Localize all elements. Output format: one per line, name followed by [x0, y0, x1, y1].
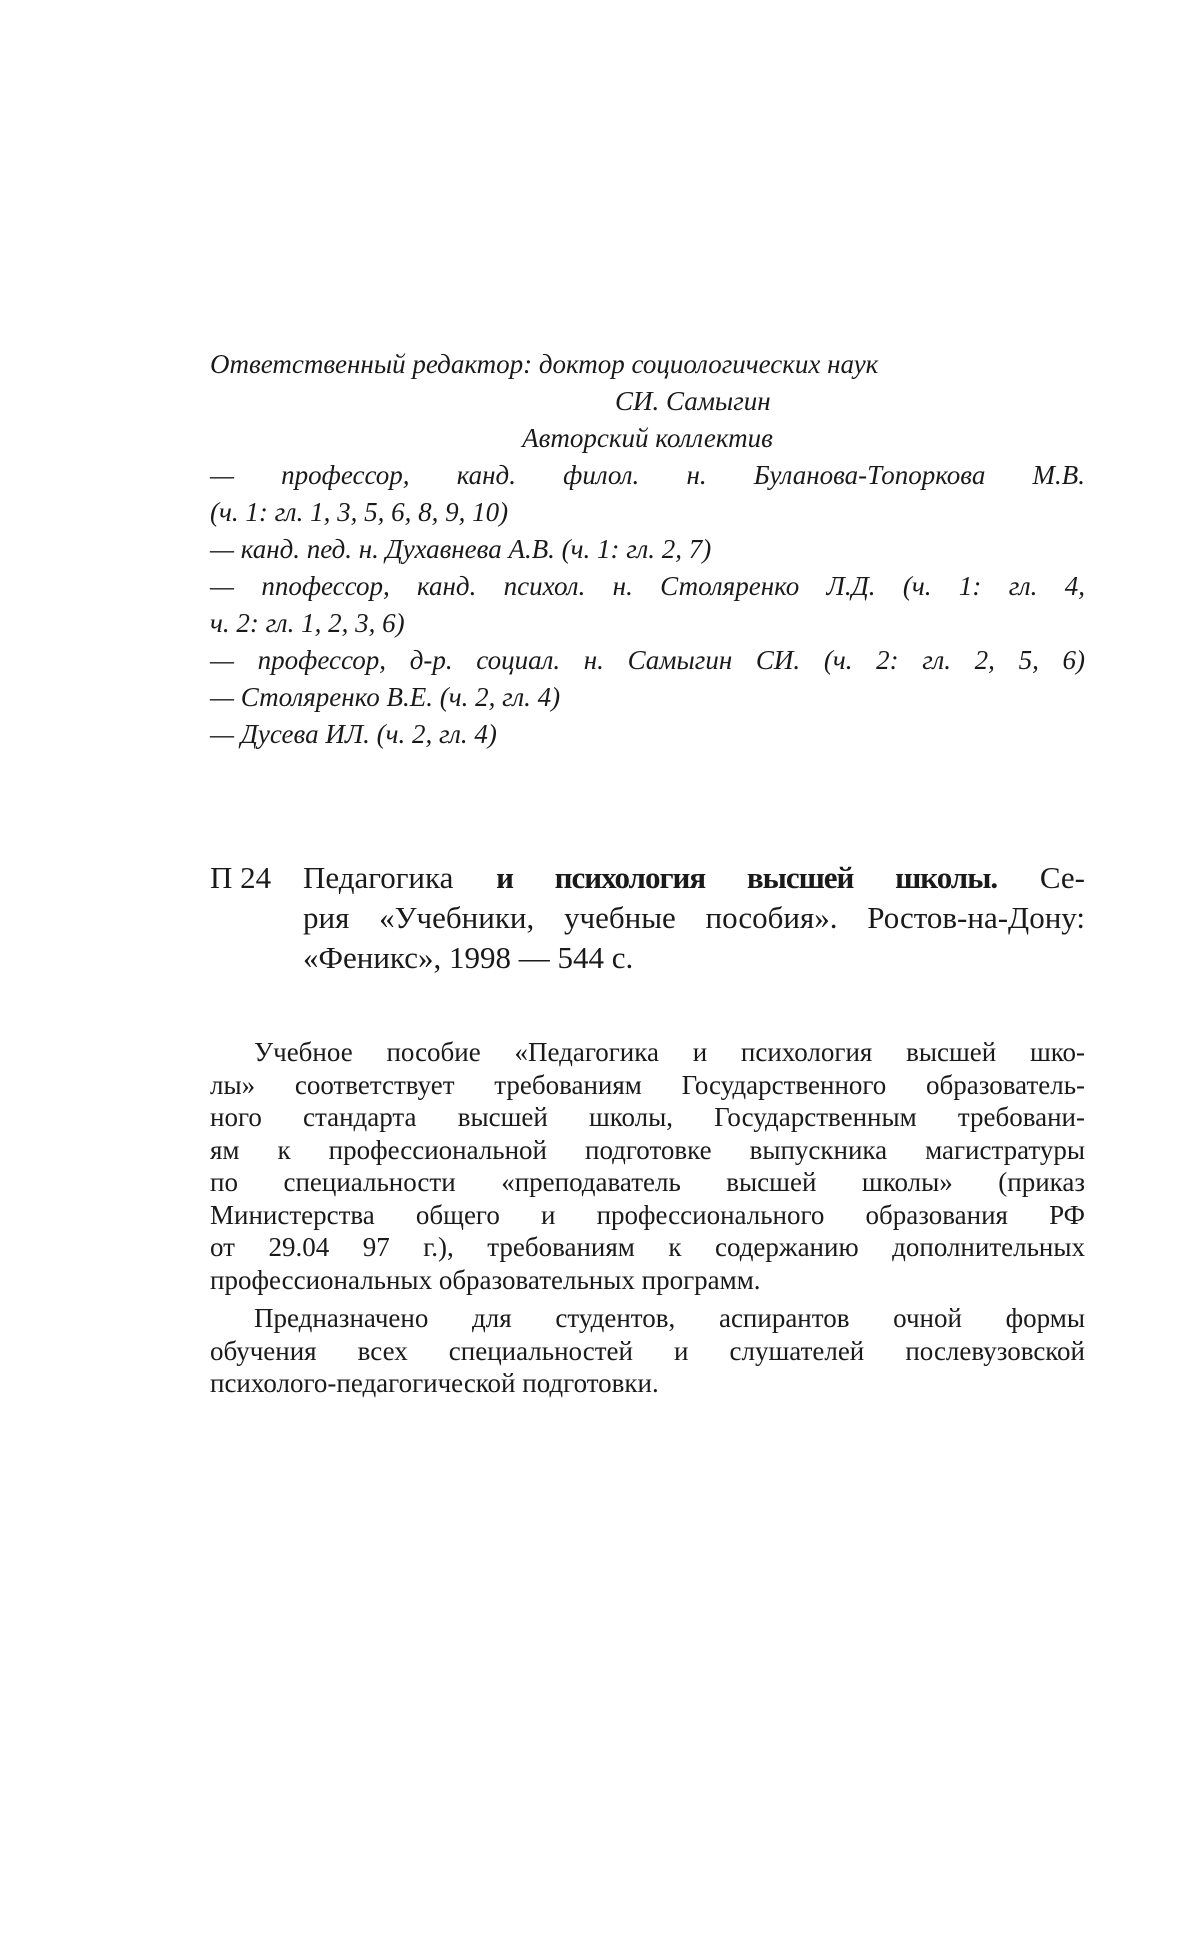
- annotation-line: ям к профессиональной подготовке выпускника магистратуры: [210, 1134, 1085, 1165]
- responsible-editor-name: СИ. Самыгин: [615, 386, 771, 416]
- annotation-paragraph: [210, 1302, 1085, 1400]
- biblio-line: рия «Учебники, учебные пособия». Ростов-на-Дону:: [303, 900, 1085, 935]
- author-line: — канд. пед. н. Духавнева А.В. (ч. 1: гл. 2, 7): [210, 534, 712, 564]
- biblio-first-line: [210, 858, 1085, 898]
- author-line: — ппофессор, канд. психол. н. Столяренко Л.Д. (ч. 1: гл. 4,: [210, 571, 1085, 601]
- biblio-line: «Феникс», 1998 — 544 с.: [303, 940, 634, 975]
- author-line: (ч. 1: гл. 1, 3, 5, 6, 8, 9, 10): [210, 497, 509, 527]
- bibliographic-entry: [210, 858, 1085, 978]
- annotation-line: психолого-педагогической подготовки.: [210, 1368, 659, 1398]
- annotation-line: по специальности «преподаватель высшей школы» (приказ: [210, 1167, 1085, 1197]
- author-line: — Столяренко В.Е. (ч. 2, гл. 4): [210, 682, 561, 712]
- biblio-title-line: [303, 858, 1085, 898]
- annotation-line: обучения всех специальностей и слушателей послевузовской: [210, 1335, 1085, 1366]
- author-line: — Дусева ИЛ. (ч. 2, гл. 4): [210, 719, 497, 749]
- annotation-line: лы» соответствует требованиям Государственного образователь-: [210, 1069, 1085, 1100]
- author-line: — профессор, канд. филол. н. Буланова-Топоркова М.В.: [210, 460, 1085, 490]
- classification-code: П 24: [210, 860, 272, 895]
- annotation-line: Министерства общего и профессионального образования РФ: [210, 1199, 1085, 1230]
- annotation-line: Учебное пособие «Педагогика и психология высшей шко-: [254, 1037, 1085, 1067]
- author-collective-heading: Авторский коллектив: [522, 423, 773, 453]
- author-line: ч. 2: гл. 1, 2, 3, 6): [210, 608, 405, 638]
- annotation-line: Предназначено для студентов, аспирантов очной формы: [254, 1303, 1085, 1333]
- annotation-line: от 29.04 97 г.), требованиям к содержанию дополнительных: [210, 1232, 1085, 1262]
- annotation-line: профессиональных образовательных программ.: [210, 1264, 761, 1295]
- annotation-block: [210, 1036, 1085, 1400]
- author-line: — профессор, д-р. социал. н. Самыгин СИ. (ч. 2: гл. 2, 5, 6): [210, 645, 1085, 675]
- responsible-editor-line: Ответственный редактор: доктор социологических наук: [210, 349, 879, 379]
- biblio-series-start: Се-: [997, 860, 1086, 895]
- annotation-paragraph: [210, 1036, 1085, 1296]
- editors-block: [210, 346, 1085, 753]
- annotation-line: ного стандарта высшей школы, Государственным требовани-: [210, 1102, 1085, 1132]
- book-title-bold: и психология высшей школы.: [496, 860, 998, 895]
- book-title-regular: Педагогика: [303, 860, 497, 895]
